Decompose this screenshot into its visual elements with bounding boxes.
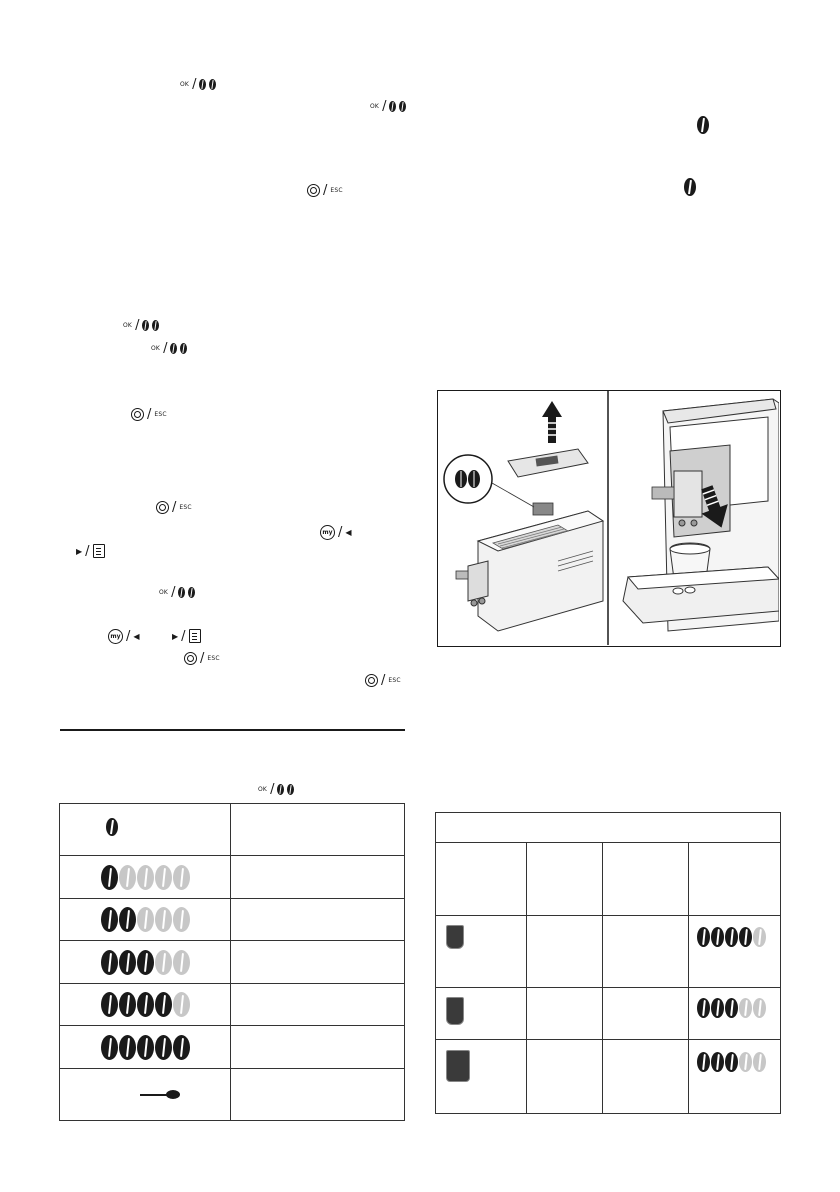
left-arrow-icon: ◀ [345, 528, 352, 537]
bean-icon [277, 784, 284, 795]
right-menu-symbol: ▶ / [76, 544, 105, 558]
table-row [60, 984, 405, 1026]
right-menu-symbol: ▶ / [172, 629, 201, 643]
ok-bean-symbol: OK / [159, 586, 195, 599]
table-row [436, 1040, 781, 1114]
strength-beans [60, 1035, 230, 1060]
ring-button-icon [307, 184, 320, 197]
ring-esc-symbol: / ESC [184, 652, 220, 665]
bean-icon [399, 101, 406, 112]
table-row [60, 804, 405, 856]
bean-icon [199, 79, 206, 90]
table-row [436, 843, 781, 916]
my-left-symbol: my / ◀ [320, 525, 352, 540]
bean-icon [180, 343, 187, 354]
ring-esc-symbol: / ESC [156, 501, 192, 514]
bean-icon [287, 784, 294, 795]
right-arrow-icon: ▶ [172, 631, 179, 641]
menu-icon [189, 629, 201, 643]
ring-button-icon [156, 501, 169, 514]
machine-illustration [437, 390, 781, 647]
ring-esc-symbol: / ESC [131, 408, 167, 421]
aroma-strength-table [59, 803, 405, 1121]
strength-beans [689, 998, 780, 1018]
bean-icon [389, 101, 396, 112]
machine-illustration-svg [438, 391, 779, 645]
bean-icon [106, 818, 118, 836]
mug-icon [446, 1050, 470, 1082]
ring-button-icon [365, 674, 378, 687]
table-row [436, 916, 781, 988]
ok-bean-symbol: OK / [180, 78, 216, 91]
section-divider [60, 729, 405, 731]
strength-beans [689, 927, 780, 947]
right-arrow-icon: ▶ [76, 546, 83, 556]
my-left-symbol: my / ◀ [108, 629, 140, 644]
bean-symbol [697, 116, 709, 139]
left-arrow-icon: ◀ [133, 632, 140, 641]
measuring-spoon-icon [140, 1090, 180, 1100]
bean-icon [209, 79, 216, 90]
espresso-cup-icon [446, 925, 464, 949]
table-row [436, 988, 781, 1040]
bean-symbol [684, 178, 696, 201]
table-row [60, 899, 405, 941]
strength-beans [60, 950, 230, 975]
ok-bean-symbol: OK / [258, 783, 294, 796]
bean-icon [697, 116, 709, 134]
right-panel [623, 399, 779, 631]
bean-icon [170, 343, 177, 354]
ring-button-icon [184, 652, 197, 665]
ok-bean-symbol: OK / [123, 319, 159, 332]
table-row [60, 1069, 405, 1121]
table-row [60, 856, 405, 899]
strength-beans [689, 1052, 780, 1072]
bean-icon [188, 587, 195, 598]
menu-icon [93, 544, 105, 558]
bean-icon [152, 320, 159, 331]
table-row [60, 941, 405, 984]
my-button-icon: my [320, 525, 335, 540]
ring-button-icon [131, 408, 144, 421]
my-button-icon: my [108, 629, 123, 644]
ok-bean-symbol: OK / [370, 100, 406, 113]
table-header-row [436, 813, 781, 843]
coffee-glass-icon [446, 997, 464, 1025]
ring-esc-symbol: / ESC [365, 674, 401, 687]
left-panel [444, 401, 603, 631]
bean-icon [684, 178, 696, 196]
bean-icon [142, 320, 149, 331]
ring-esc-symbol: / ESC [307, 184, 343, 197]
table-row [60, 1026, 405, 1069]
drinks-aroma-table [435, 812, 781, 1114]
strength-beans [60, 992, 230, 1017]
ok-bean-symbol: OK / [151, 342, 187, 355]
strength-beans [60, 907, 230, 932]
bean-icon [178, 587, 185, 598]
strength-beans [60, 865, 230, 890]
